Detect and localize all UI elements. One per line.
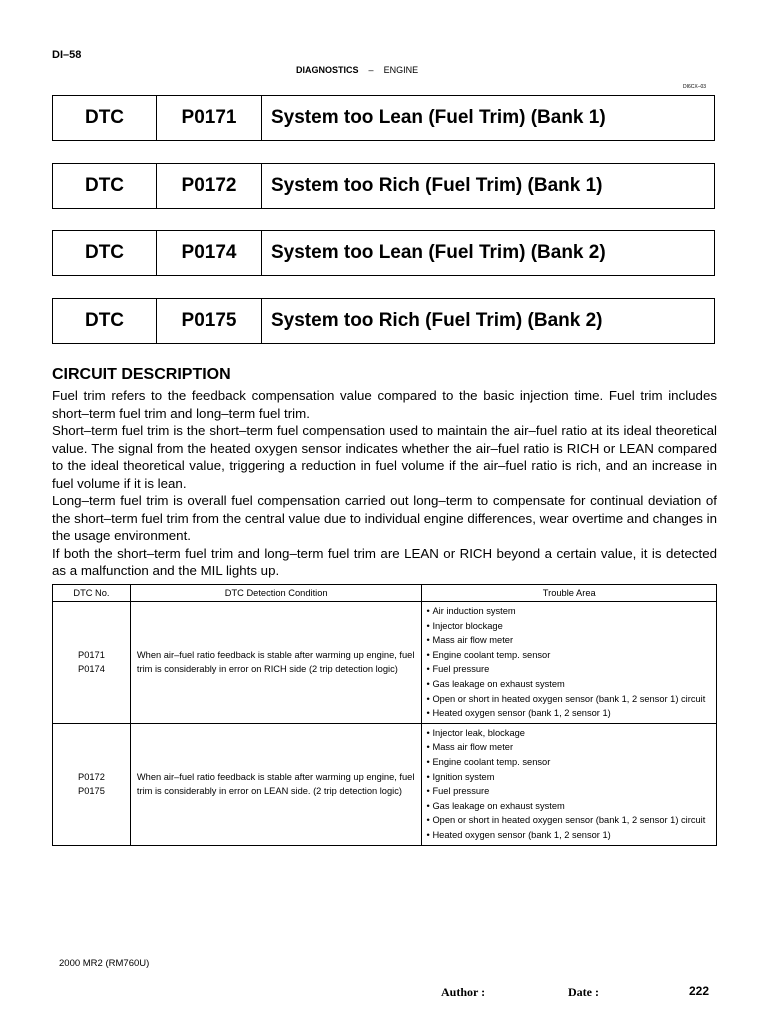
- list-item: • Mass air flow meter: [426, 633, 712, 648]
- list-item: • Heated oxygen sensor (bank 1, 2 sensor 1): [426, 706, 712, 721]
- list-item: • Engine coolant temp. sensor: [426, 755, 712, 770]
- dtc-title: System too Rich (Fuel Trim) (Bank 1): [271, 175, 603, 196]
- list-item: • Ignition system: [426, 770, 712, 785]
- page-code: DI–58: [52, 49, 82, 61]
- dtc-number: P0172: [78, 772, 105, 783]
- dtc-title: System too Lean (Fuel Trim) (Bank 2): [271, 242, 606, 263]
- dtc-label: DTC: [53, 231, 157, 275]
- dtc-code: P0171: [157, 96, 262, 140]
- section-title: DIAGNOSTICS: [296, 65, 359, 75]
- list-item: • Fuel pressure: [426, 662, 712, 677]
- trouble-area-list: [426, 726, 712, 843]
- list-item: • Gas leakage on exhaust system: [426, 677, 712, 692]
- trouble-area: [422, 602, 717, 724]
- table-header-row: [53, 585, 717, 602]
- circuit-paragraph: If both the short–term fuel trim and long–term fuel trim are LEAN or RICH beyond a certain value, it is detected as a malfunction and the MIL lights up.: [52, 545, 717, 578]
- list-item: • Air induction system: [426, 604, 712, 619]
- dtc-box-p0171: [52, 95, 715, 141]
- circuit-paragraph: Short–term fuel trim is the short–term fuel compensation used to maintain the air–fuel ratio at its ideal theoretical value. The signal from the heated oxygen sensor indicates whether the air–fuel ratio is RICH or LEAN compared to the ideal theoretical value, triggering a reduction in fuel volume if the air–fuel ratio is rich, and an increase in fuel volume if it is lean.: [52, 423, 717, 491]
- date-label: Date :: [568, 985, 599, 999]
- dtc-number: P0175: [78, 786, 105, 797]
- dtc-label: DTC: [53, 96, 157, 140]
- document-code: DI6CX–03: [683, 84, 707, 90]
- trouble-area-list: [426, 604, 712, 721]
- dtc-title: System too Lean (Fuel Trim) (Bank 1): [271, 107, 606, 128]
- dtc-table: [52, 584, 717, 846]
- circuit-paragraph: Long–term fuel trim is overall fuel compensation carried out long–term to compensate for continual deviation of the short–term fuel trim from the central value due to individual engine differences, wear overtime and changes in the usage environment.: [52, 493, 717, 543]
- dtc-box-p0172: [52, 163, 715, 209]
- author-label: Author :: [441, 985, 486, 999]
- section-separator: –: [368, 65, 374, 75]
- section-header: [296, 65, 418, 75]
- list-item: • Open or short in heated oxygen sensor (bank 1, 2 sensor 1) circuit: [426, 813, 712, 828]
- header-dtc-no: DTC No.: [53, 585, 131, 602]
- circuit-description-heading: CIRCUIT DESCRIPTION: [52, 366, 231, 383]
- dtc-box-p0174: [52, 230, 715, 276]
- list-item: • Fuel pressure: [426, 784, 712, 799]
- circuit-description-body: [52, 387, 717, 580]
- list-item: • Mass air flow meter: [426, 740, 712, 755]
- detection-condition: When air–fuel ratio feedback is stable after warming up engine, fuel trim is considerably in error on LEAN side. (2 trip detection logic): [130, 723, 422, 845]
- dtc-numbers: [53, 602, 131, 724]
- table-row: [53, 723, 717, 845]
- list-item: • Heated oxygen sensor (bank 1, 2 sensor 1): [426, 828, 712, 843]
- dtc-code: P0174: [157, 231, 262, 275]
- circuit-paragraph: Fuel trim refers to the feedback compensation value compared to the basic injection time. Fuel trim includes short–term fuel trim and long–term fuel trim.: [52, 388, 717, 421]
- list-item: • Engine coolant temp. sensor: [426, 648, 712, 663]
- dtc-code: P0172: [157, 164, 262, 208]
- detection-condition: When air–fuel ratio feedback is stable after warming up engine, fuel trim is considerably in error on RICH side (2 trip detection logic): [130, 602, 422, 724]
- header-detection-condition: DTC Detection Condition: [130, 585, 422, 602]
- page-number: 222: [689, 984, 710, 998]
- dtc-numbers: [53, 723, 131, 845]
- dtc-title: System too Rich (Fuel Trim) (Bank 2): [271, 310, 603, 331]
- list-item: • Open or short in heated oxygen sensor (bank 1, 2 sensor 1) circuit: [426, 692, 712, 707]
- table-row: [53, 602, 717, 724]
- footer-model: 2000 MR2 (RM760U): [59, 958, 150, 969]
- list-item: • Gas leakage on exhaust system: [426, 799, 712, 814]
- list-item: • Injector blockage: [426, 619, 712, 634]
- dtc-box-p0175: [52, 298, 715, 344]
- dtc-number: P0171: [78, 650, 105, 661]
- subsection-title: ENGINE: [383, 65, 419, 75]
- trouble-area: [422, 723, 717, 845]
- header-trouble-area: Trouble Area: [422, 585, 717, 602]
- dtc-label: DTC: [53, 299, 157, 343]
- dtc-number: P0174: [78, 664, 105, 675]
- dtc-label: DTC: [53, 164, 157, 208]
- list-item: • Injector leak, blockage: [426, 726, 712, 741]
- dtc-code: P0175: [157, 299, 262, 343]
